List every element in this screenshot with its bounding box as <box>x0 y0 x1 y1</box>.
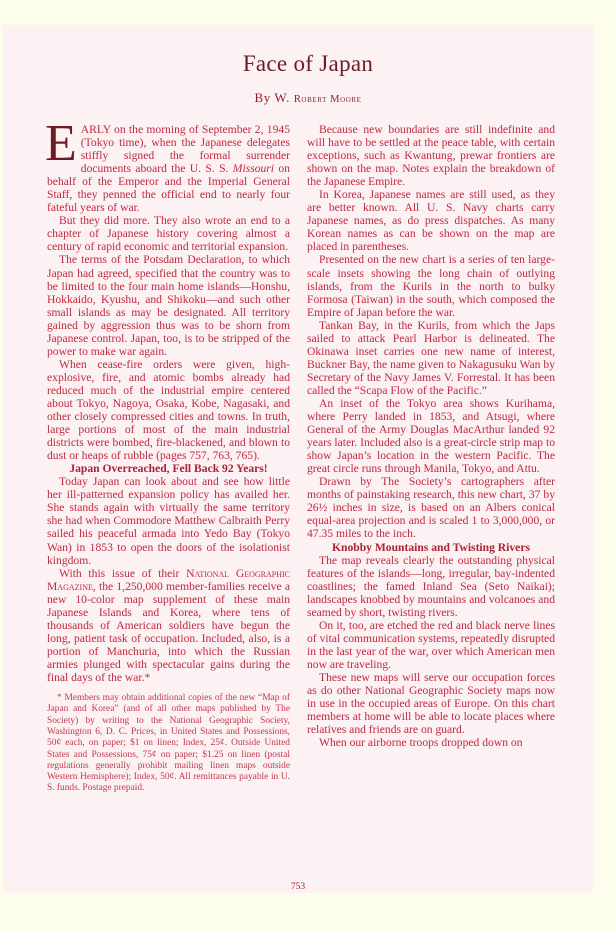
drop-cap: E <box>45 115 77 172</box>
paragraph: Presented on the new chart is a series of ten large-scale insets showing the long chain of outlying islands, from the Kurils in the north to bulky Formosa (Taiwan) in the south, which composed the Empire of Japan before the war. <box>307 253 555 319</box>
paragraph: Because new boundaries are still indefinite and will have to be settled at the peace table, with certain exceptions, such as Kwantung, prewar frontiers are shown on the map. Notes explain the breakdown of the Japanese Empire. <box>307 123 555 189</box>
footnote-text: * Members may obtain additional copies of the new “Map of Japan and Korea” (and of all other maps published by The Society) by writing to the National Geographic Society, Washington 6, D. C. Prices, in United States and Possessions, 50¢ each, on paper; $1 on linen; Index, 25¢. Outside United States and Possessions, 75¢ on paper; $1.25 on linen (postal regulations generally prohibit mailing linen maps outside Western Hemisphere); Index, 50¢. All remittances payable in U. S. funds. Postage prepaid. <box>47 693 290 794</box>
paragraph: But they did more. They also wrote an end to a chapter of Japanese history covering almost a century of rapid economic and territorial expansion. <box>47 214 290 254</box>
paragraph-text: ARLY on the morning of September 2, 1945 (Tokyo time), when the Japanese delegates stiffly signed the formal surrender documents aboard the U. S. S. <box>80 123 290 176</box>
paragraph: When cease-fire orders were given, high-explosive, fire, and atomic bombs already had reduced much of the industrial empire centered about Tokyo, Nagoya, Osaka, Kobe, Nagasaki, and other closely compressed cities and towns. In truth, large portions of most of the main industrial districts were bombed, fire-blackened, and blown to dust or heaps of rubble (pages 757, 763, 765). <box>47 357 290 463</box>
section-subhead: Japan Overreached, Fell Back 92 Years! <box>69 462 268 476</box>
right-column <box>307 123 555 749</box>
byline-author: Robert Moore <box>293 94 362 105</box>
paragraph: Tankan Bay, in the Kurils, from which the Japs sailed to attack Pearl Harbor is delineated. The Okinawa inset carries one new name of interest, Buckner Bay, the name given to Nakagusuku Wan by Secretary of the Navy James V. Forrestal. It has been called the “Scapa Flow of the Pacific.” <box>307 318 555 397</box>
page-number: 753 <box>290 882 306 892</box>
paragraph-text: on behalf of the Emperor and the Imperial General Staff, they penned the official end to nearly four fateful years of war. <box>47 162 290 215</box>
footnote <box>47 693 290 795</box>
ship-name: Missouri <box>232 162 275 176</box>
paragraph: Today Japan can look about and see how little her ill-patterned expansion policy has availed her. She stands again with virtually the same territory she had when Commodore Matthew Calbraith Perry sailed his peaceful armada into Yedo Bay (Tokyo Wan) in 1853 to open the doors of the isolationist kingdom. <box>47 475 290 567</box>
paragraph: These new maps will serve our occupation forces as do other National Geographic Society maps now in use in the occupied areas of Europe. On this chart members at home will be able to locate places where relatives and friends are on guard. <box>307 670 555 737</box>
byline-prefix: By W. <box>254 90 294 105</box>
article-title: Face of Japan <box>242 51 374 76</box>
paragraph-text: , the 1,250,000 member-families receive a new 10-color map supplement of these main Japanese Islands and Korea, where tens of thousands of American soldiers have begun the long, patient task of occupation. Included, also, is a portion of Manchuria, into which the Russian armies plunged with spectacular gains during the final days of the war.* <box>47 579 290 684</box>
section-subhead: Knobby Mountains and Twisting Rivers <box>331 540 530 554</box>
paragraph: The map reveals clearly the outstanding physical features of the islands—long, irregular, bay-indented coastlines; the famed Inland Sea (Seto Naikai); landscapes knobbed by mountains and volcanoes and seamed by short, twisting rivers. <box>307 553 555 619</box>
paragraph: Drawn by The Society’s cartographers after months of painstaking research, this new chart, 37 by 26½ inches in size, is based on an Albers conical equal-area projection and is scaled 1 to 3,000,000, or 47.35 miles to the inch. <box>307 475 555 541</box>
magazine-name: National Geographic Magazine <box>47 566 290 593</box>
paragraph-text: With this issue of their <box>59 566 187 580</box>
article-byline <box>0 90 616 106</box>
paragraph: In Korea, Japanese names are still used, as they are better known. All U. S. Navy charts carry Japanese names, as do press dispatches. As many Korean names as can be shown on the map are placed in parentheses. <box>307 188 555 254</box>
paragraph: The terms of the Potsdam Declaration, to which Japan had agreed, specified that the country was to be limited to the four main home islands—Honshu, Hokkaido, Kyushu, and Shikoku—and such other small islands as may be designated. All territory gained by aggression thus was to be shorn from Japanese control. Japan, too, is to be stripped of the power to make war again. <box>47 253 290 358</box>
paragraph: On it, too, are etched the red and black nerve lines of vital communication systems, repeatedly disrupted in the last year of the war, over which American men now are traveling. <box>307 618 555 671</box>
paragraph: When our airborne troops dropped down on <box>319 736 523 750</box>
paragraph <box>47 567 290 684</box>
paragraph: An inset of the Tokyo area shows Kurihama, where Perry landed in 1853, and Atsugi, where General of the Army Douglas MacArthur landed 92 years later. Included also is a great-circle strip map to show Japan’s location in the western Pacific. The great circle runs through Manila, Tokyo, and Attu. <box>307 396 555 476</box>
paragraph <box>45 115 290 215</box>
left-column <box>45 115 290 795</box>
